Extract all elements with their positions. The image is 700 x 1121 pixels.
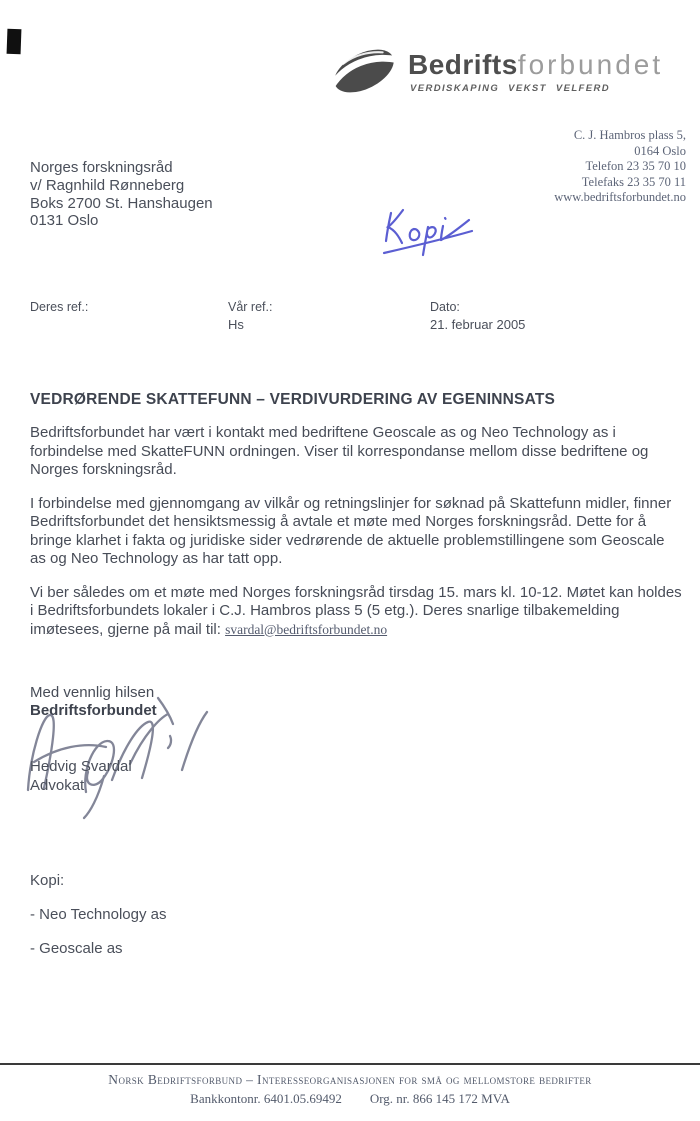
- recipient-box: Boks 2700 St. Hanshaugen: [30, 194, 213, 212]
- footer-account-line: [0, 1091, 700, 1107]
- recipient-address-block: [30, 159, 213, 230]
- paragraph-3-text: Vi ber således om et møte med Norges forskningsråd tirsdag 15. mars kl. 10-12. Møtet kan holdes i Bedriftsforbundets lokaler i C.J. Hambros plass 5 (5 etg.). Deres snarlige tilbakemelding imøtesees, gjerne på mail til:: [30, 583, 682, 638]
- paragraph-3: [30, 584, 682, 640]
- copies-label: Kopi:: [30, 872, 65, 889]
- sender-phone: Telefon 23 35 70 10: [585, 159, 686, 173]
- deres-ref-column: [30, 300, 88, 314]
- contact-email-text: svardal@bedriftsforbundet.no: [225, 621, 388, 637]
- footer-org-number: Org. nr. 866 145 172 MVA: [369, 1091, 510, 1106]
- recipient-org: Norges forskningsråd: [30, 159, 173, 176]
- closing-org-bold: Bedrifts: [30, 702, 87, 719]
- closing-org-rest: forbundet: [86, 702, 157, 719]
- brand-tagline: VERDISKAPING VEKST VELFERD: [410, 83, 611, 94]
- handwritten-kopi-note: [370, 196, 485, 260]
- signer-name: Hedvig Svardal: [30, 758, 132, 775]
- recipient-attn: v/ Ragnhild Rønneberg: [30, 176, 185, 194]
- signer-title: Advokat: [30, 777, 85, 794]
- sender-contact-block: [554, 128, 686, 206]
- closing-block: [30, 684, 157, 720]
- subject-line: VEDRØRENDE SKATTEFUNN – VERDIVURDERING AV EGENINNSATS: [30, 391, 556, 408]
- salutation: Med vennlig hilsen: [30, 684, 155, 701]
- letter-body: [30, 424, 682, 654]
- sender-website: www.bedriftsforbundet.no: [554, 190, 686, 204]
- sender-fax: Telefaks 23 35 70 11: [581, 174, 686, 189]
- var-ref-column: [228, 300, 272, 332]
- footer-divider: [0, 1063, 700, 1065]
- scan-artifact-mark: [7, 29, 22, 54]
- dato-value: 21. februar 2005: [430, 317, 526, 332]
- logo-wordmark: [408, 50, 663, 94]
- copies-item-geoscale: - Geoscale as: [30, 940, 123, 957]
- footer-org-line: Norsk Bedriftsforbund – Interesseorganisasjonen for små og mellomstore bedrifter: [108, 1072, 592, 1087]
- copies-item-neo: - Neo Technology as: [30, 906, 167, 923]
- logo-stone-swoosh-icon: [328, 42, 400, 100]
- paragraph-1: Bedriftsforbundet har vært i kontakt med bedriftene Geoscale as og Neo Technology as i forbindelse med SkatteFUNN ordningen. Viser til korrespondanse mellom disse bedriftene og Norges forskningsråd.: [30, 424, 649, 478]
- recipient-city: 0131 Oslo: [30, 212, 99, 230]
- footer-bank-number: Bankkontonr. 6401.05.69492: [190, 1091, 342, 1106]
- sender-street: C. J. Hambros plass 5,: [573, 128, 686, 142]
- dato-column: [430, 300, 525, 332]
- brand-light-text: forbundet: [517, 49, 664, 80]
- var-ref-label: Vår ref.:: [228, 300, 273, 314]
- paragraph-2: I forbindelse med gjennomgang av vilkår og retningslinjer for søknad på Skattefunn midler, finner Bedriftsforbundet det hensiktsmessig å avtale et møte med Norges forskningsråd. Dette for å bringe klarhet i fakta og juridiske sider vedrørende de aktuelle problemstillingene som Geoscale as og Neo Technology as har tatt opp.: [30, 494, 672, 567]
- brand-bold-text: Bedrifts: [408, 49, 518, 80]
- var-ref-value: Hs: [228, 317, 244, 332]
- sender-city: 0164 Oslo: [634, 143, 686, 158]
- dato-label: Dato:: [430, 300, 460, 314]
- deres-ref-label: Deres ref.:: [30, 300, 89, 314]
- company-logo: [328, 42, 663, 100]
- closing-org-name: [30, 702, 157, 720]
